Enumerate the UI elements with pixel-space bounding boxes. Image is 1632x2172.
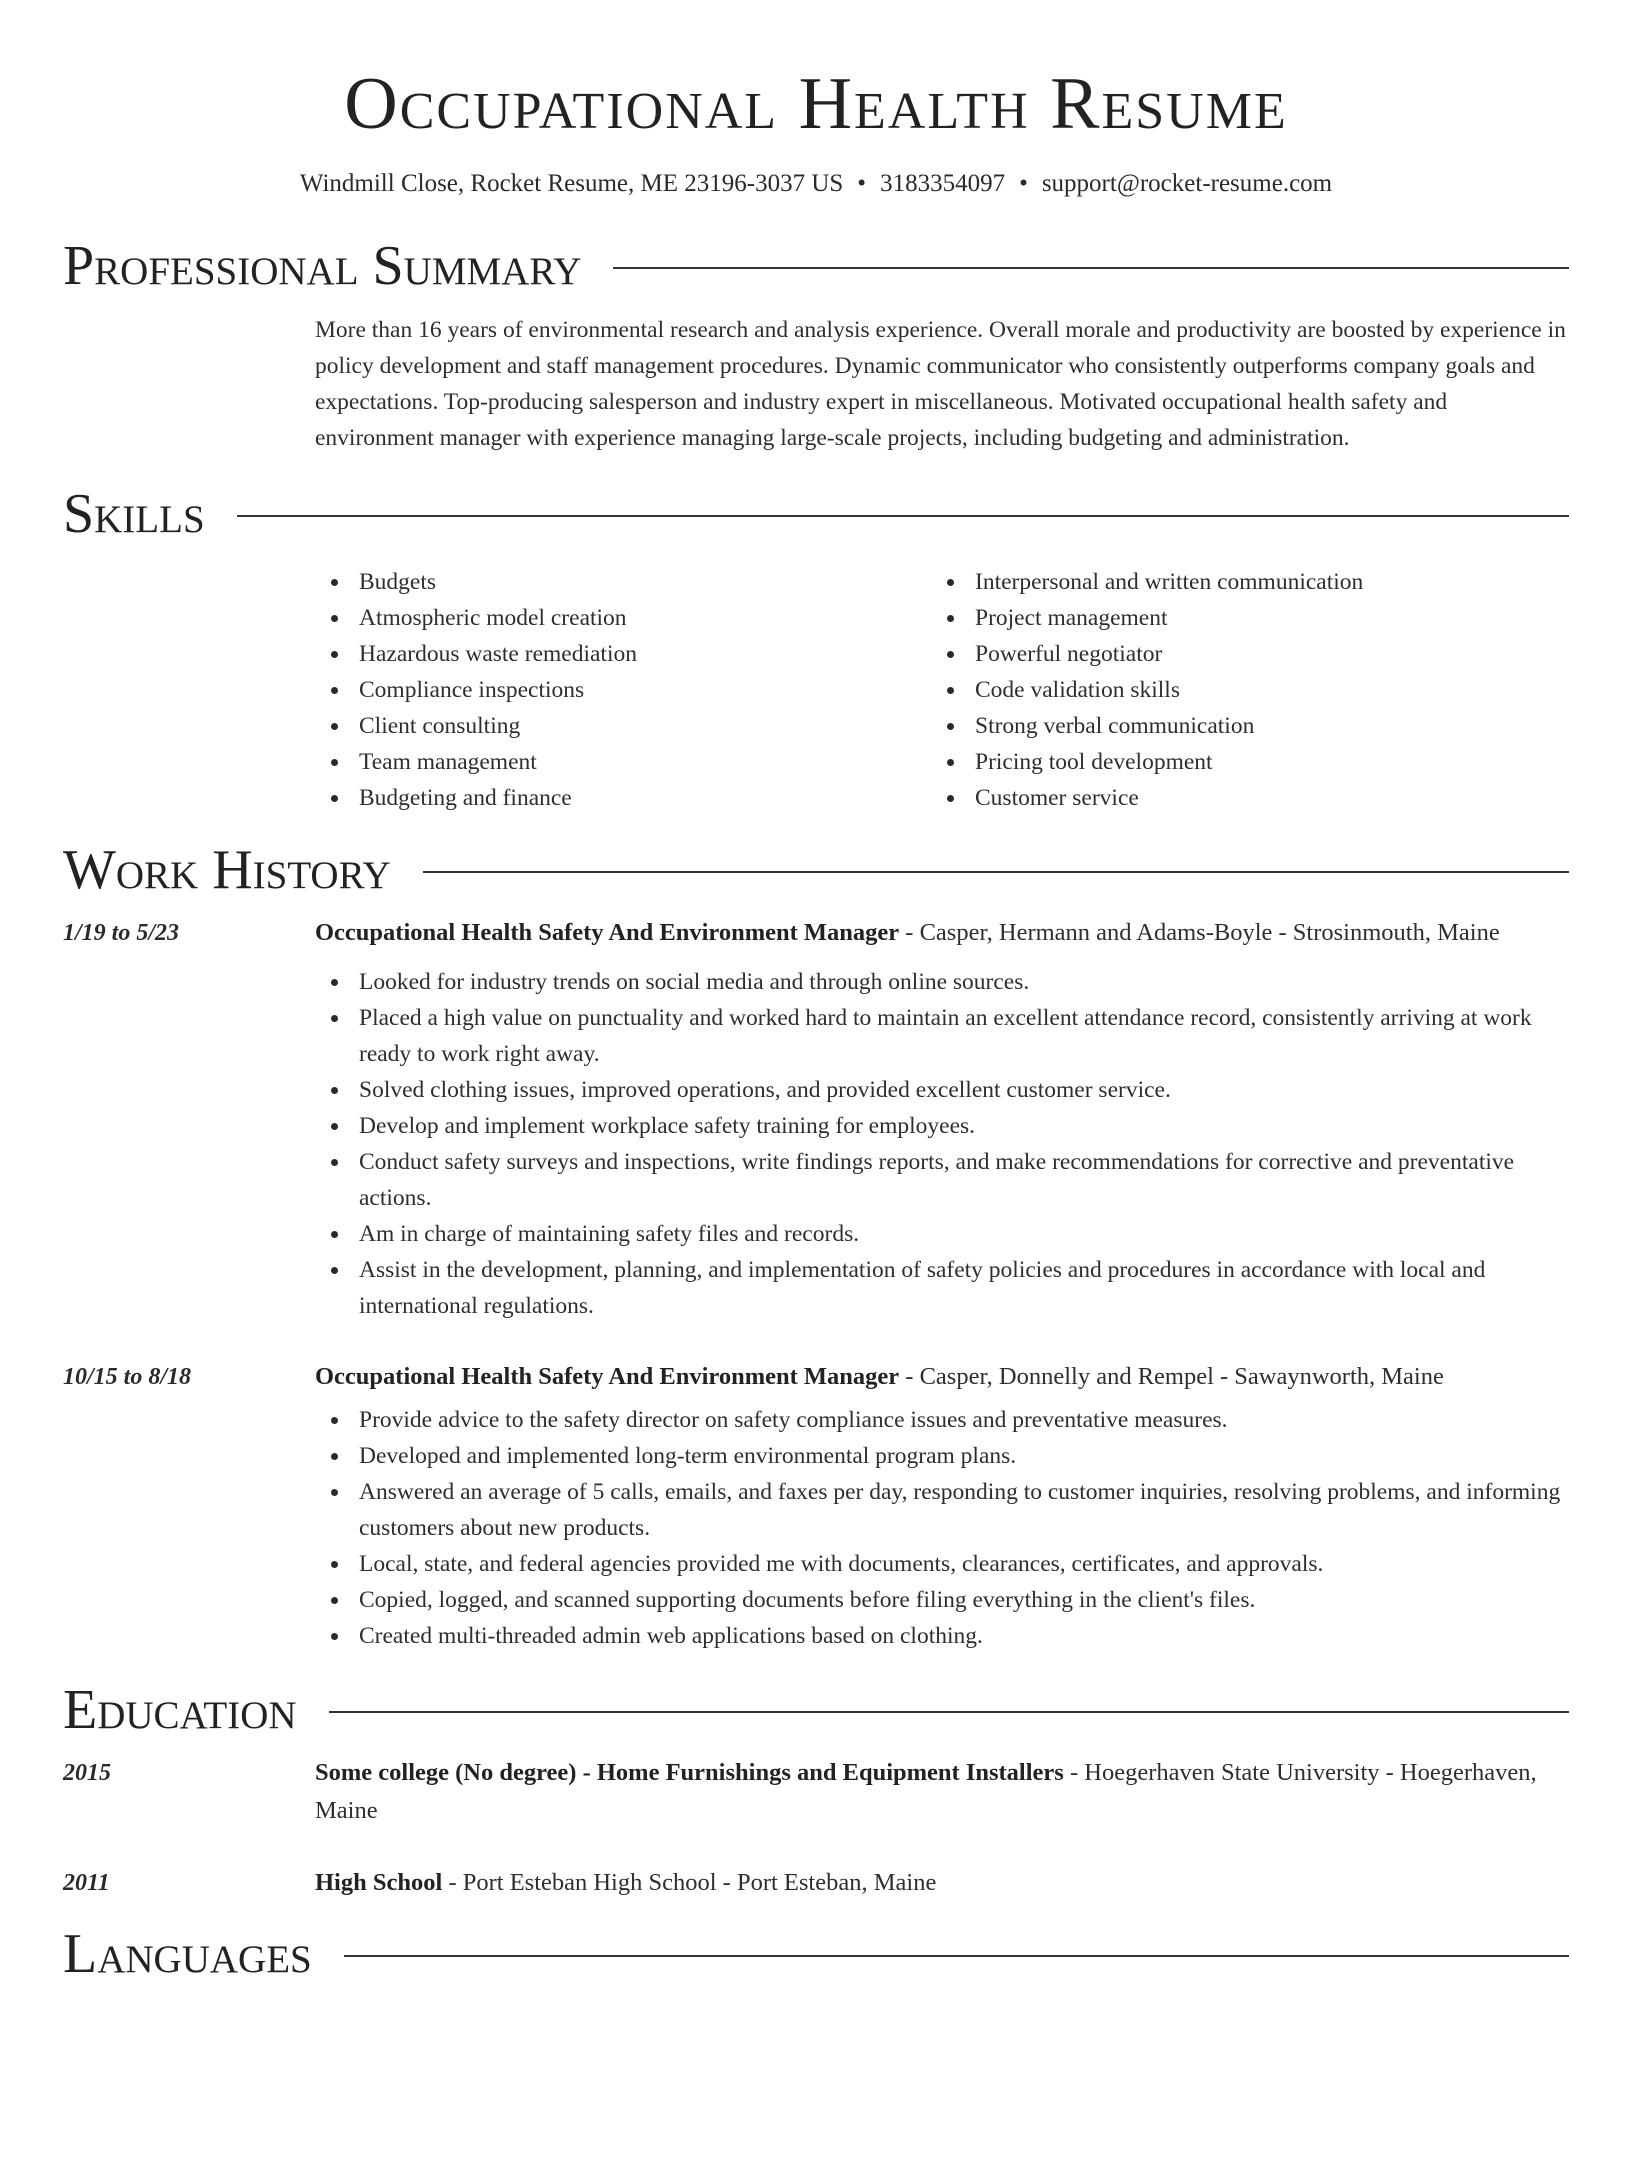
section-divider xyxy=(344,1955,1569,1957)
job-heading xyxy=(315,1358,1569,1396)
job-bullet: Develop and implement workplace safety training for employees. xyxy=(315,1108,1569,1144)
education-school: - Port Esteban High School - Port Esteban, Maine xyxy=(442,1869,937,1896)
job-heading xyxy=(315,914,1569,952)
skill-item: Project management xyxy=(931,600,1547,636)
summary-section-header xyxy=(63,236,1569,296)
job-body xyxy=(315,1358,1569,1654)
contact-line xyxy=(63,168,1569,200)
job-bullet: Developed and implemented long-term environmental program plans. xyxy=(315,1438,1569,1474)
job-bullets xyxy=(315,1402,1569,1654)
education-school: - Hoegerhaven State University - Hoegerhaven, Maine xyxy=(315,1759,1537,1824)
education-year: 2011 xyxy=(63,1870,110,1896)
skills-column-right xyxy=(931,564,1547,816)
education-heading: Education xyxy=(63,1679,297,1741)
skills-heading: Skills xyxy=(63,483,205,545)
education-entry xyxy=(63,1864,1569,1902)
skill-item: Customer service xyxy=(931,780,1547,816)
education-section-header xyxy=(63,1680,1569,1740)
skill-item: Client consulting xyxy=(315,708,931,744)
contact-separator: • xyxy=(1019,170,1028,197)
education-body xyxy=(315,1754,1569,1830)
contact-address: Windmill Close, Rocket Resume, ME 23196-3037 US xyxy=(299,170,844,197)
skill-item: Interpersonal and written communication xyxy=(931,564,1547,600)
job-body xyxy=(315,914,1569,1324)
work-section-header xyxy=(63,840,1569,900)
job-bullet: Am in charge of maintaining safety files and records. xyxy=(315,1216,1569,1252)
job-title: Occupational Health Safety And Environment Manager xyxy=(315,919,900,946)
skill-item: Pricing tool development xyxy=(931,744,1547,780)
job-bullet: Solved clothing issues, improved operations, and provided excellent customer service. xyxy=(315,1072,1569,1108)
skills-section-header xyxy=(63,484,1569,544)
skill-item: Strong verbal communication xyxy=(931,708,1547,744)
skill-item: Compliance inspections xyxy=(315,672,931,708)
education-degree: High School xyxy=(315,1869,443,1896)
job-bullet: Local, state, and federal agencies provided me with documents, clearances, certificates, and approvals. xyxy=(315,1546,1569,1582)
skill-item: Powerful negotiator xyxy=(931,636,1547,672)
job-bullet: Conduct safety surveys and inspections, write findings reports, and make recommendations for corrective and preventative actions. xyxy=(315,1144,1569,1216)
skill-item: Atmospheric model creation xyxy=(315,600,931,636)
job-title: Occupational Health Safety And Environment Manager xyxy=(315,1363,900,1390)
job-bullet: Copied, logged, and scanned supporting documents before filing everything in the client's files. xyxy=(315,1582,1569,1618)
section-divider xyxy=(423,871,1569,873)
resume-page xyxy=(0,60,1632,2172)
job-entry xyxy=(63,914,1569,1324)
education-year: 2015 xyxy=(63,1760,111,1786)
education-degree: Some college (No degree) - Home Furnishings and Equipment Installers xyxy=(315,1759,1064,1786)
resume-title: Occupational Health Resume xyxy=(344,63,1288,145)
skill-item: Budgets xyxy=(315,564,931,600)
job-employer: - Casper, Donnelly and Rempel - Sawaynworth, Maine xyxy=(899,1363,1444,1390)
contact-separator: • xyxy=(857,170,867,197)
skill-item: Hazardous waste remediation xyxy=(315,636,931,672)
work-heading: Work History xyxy=(63,839,391,901)
languages-heading: Languages xyxy=(63,1923,312,1985)
skill-item: Budgeting and finance xyxy=(315,780,931,816)
section-divider xyxy=(237,515,1569,517)
skill-item: Team management xyxy=(315,744,931,780)
summary-text: More than 16 years of environmental research and analysis experience. Overall morale and productivity are boosted by experience in policy development and staff management procedures. Dynamic communicator who consistently outperforms company goals and expectations. Top-producing salesperson and industry expert in miscellaneous. Motivated occupational health safety and environment manager with experience managing large-scale projects, including budgeting and administration. xyxy=(315,317,1566,451)
education-heading-line xyxy=(315,1864,1569,1902)
languages-section-header xyxy=(63,1924,1569,1984)
skills-column-left xyxy=(315,564,931,816)
skills-list xyxy=(315,564,1569,816)
section-divider xyxy=(613,267,1569,269)
contact-email: support@rocket-resume.com xyxy=(1041,170,1333,197)
education-heading-line xyxy=(315,1754,1569,1830)
job-dates: 10/15 to 8/18 xyxy=(63,1364,192,1390)
job-dates: 1/19 to 5/23 xyxy=(63,920,180,946)
job-bullet: Answered an average of 5 calls, emails, and faxes per day, responding to customer inquiries, resolving problems, and informing customers about new products. xyxy=(315,1474,1569,1546)
job-bullet: Provide advice to the safety director on safety compliance issues and preventative measures. xyxy=(315,1402,1569,1438)
job-bullet: Assist in the development, planning, and implementation of safety policies and procedures in accordance with local and international regulations. xyxy=(315,1252,1569,1324)
job-bullet: Placed a high value on punctuality and worked hard to maintain an excellent attendance record, consistently arriving at work ready to work right away. xyxy=(315,1000,1569,1072)
education-body xyxy=(315,1864,1569,1902)
summary-heading: Professional Summary xyxy=(63,235,582,297)
education-entry xyxy=(63,1754,1569,1830)
job-entry xyxy=(63,1358,1569,1654)
job-bullet: Looked for industry trends on social media and through online sources. xyxy=(315,964,1569,1000)
contact-phone: 3183354097 xyxy=(880,170,1006,197)
skill-item: Code validation skills xyxy=(931,672,1547,708)
job-employer: - Casper, Hermann and Adams-Boyle - Strosinmouth, Maine xyxy=(899,919,1500,946)
job-bullets xyxy=(315,964,1569,1324)
job-bullet: Created multi-threaded admin web applications based on clothing. xyxy=(315,1618,1569,1654)
section-divider xyxy=(329,1711,1569,1713)
